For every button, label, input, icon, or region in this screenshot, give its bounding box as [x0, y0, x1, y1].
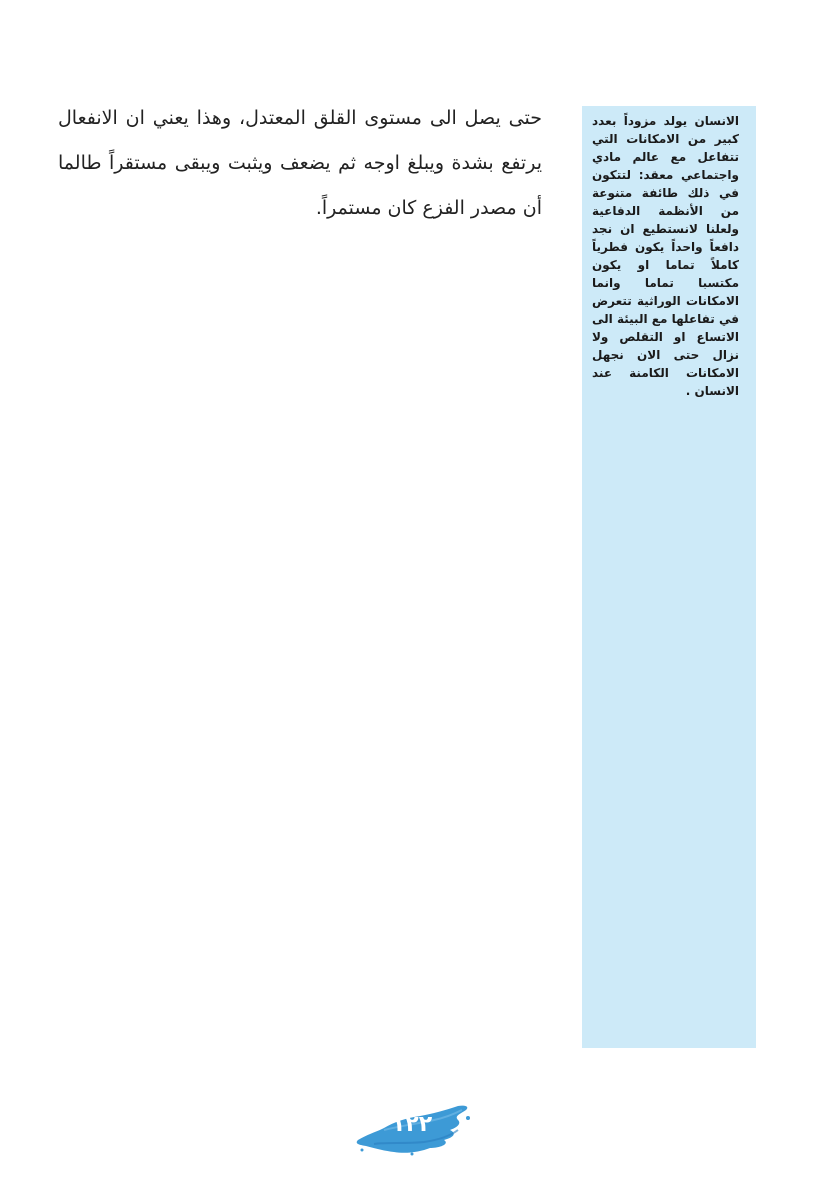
sidebar-note-text: الانسان يولد مزوداً بعدد كبير من الامكانات التي تتفاعل مع عالم مادي واجتماعي معقد: لتتكون في ذلك طائفة متنوعة من الأنظمة الدفاعية ولعلنا لانستطيع ان نجد دافعاً واحداً يكون فطرياً كاملاً تماما او يكون مكتسبا تماما وانما الامكانات الوراثية تتعرض في تفاعلها مع البيئة الى الاتساع او التقلص ولا نزال حتى الان نجهل الامكانات الكامنة عند الانسان . [592, 114, 739, 398]
page-number-badge [354, 1104, 474, 1156]
page-number: ١٢٢ [391, 1112, 433, 1137]
sidebar-note [582, 106, 756, 1048]
main-paragraph: حتى يصل الى مستوى القلق المعتدل، وهذا يعني ان الانفعال يرتفع بشدة ويبلغ اوجه ثم يضعف ويثبت ويبقى مستقراً طالما أن مصدر الفزع كان مستمراً. [58, 107, 542, 219]
